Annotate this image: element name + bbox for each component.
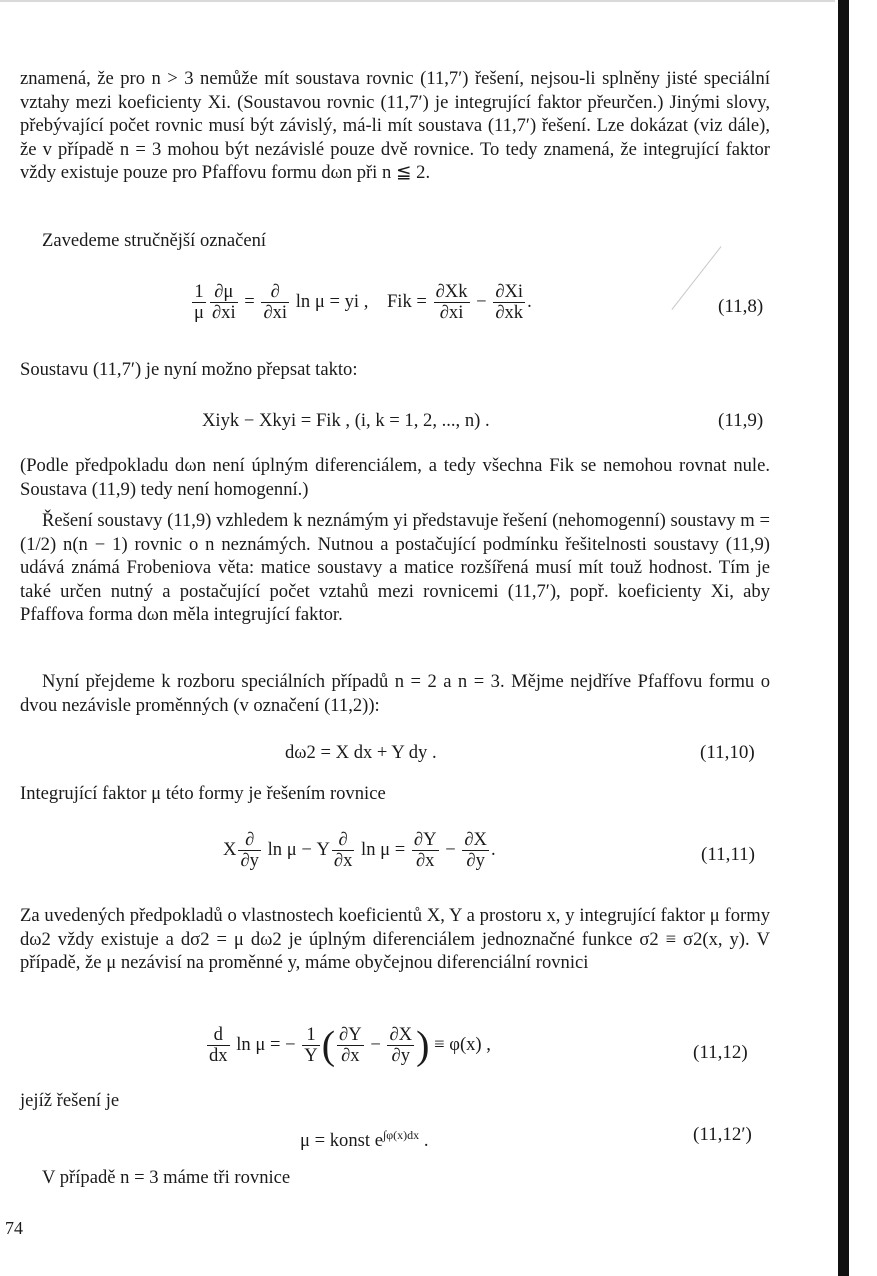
ln-mu-eq: ln μ = xyxy=(361,838,406,860)
paragraph-6: Nyní přejdeme k rozboru speciálních případů n = 2 a n = 3. Mějme nejdříve Pfaffovu formu o dvou nezávisle proměnných (v označení (11,2)): xyxy=(20,671,770,716)
equation-label-11-12-prime: (11,12′) xyxy=(693,1124,752,1145)
right-paren: ) xyxy=(416,1022,430,1068)
frac-d-dx: $\frac{\partial}{\partial x}$ xyxy=(333,829,353,871)
X-coef: X xyxy=(223,838,237,860)
page-number: 74 xyxy=(5,1218,23,1238)
eq-sign: = xyxy=(244,290,255,312)
equation-label-11-12: (11,12) xyxy=(693,1042,748,1063)
paragraph-2: Zavedeme stručnější označení xyxy=(42,230,267,251)
frac-d-dy: $\frac{\partial}{\partial y}$ xyxy=(240,829,259,871)
frac-dX-dy: $\frac{\partial X}{\partial y}$ xyxy=(389,1024,413,1066)
ln-mu-minus-Y: ln μ − Y xyxy=(267,838,330,860)
frac-dXi-dxk: $\frac{\partial Xi}{\partial xk}$ xyxy=(495,281,524,323)
paragraph-7: Integrující faktor μ této formy je řešením rovnice xyxy=(20,783,386,804)
F-ik-label: Fik = xyxy=(386,290,427,312)
equation-11-9-body: Xiyk − Xkyi = Fik , (i, k = 1, 2, ..., n) . xyxy=(202,410,490,431)
end-dot: . xyxy=(423,1130,429,1152)
equation-label-11-8: (11,8) xyxy=(718,296,764,317)
frac-1-over-mu: $\frac{1}{\mu}$ xyxy=(194,281,204,323)
frac-d-dx: $\frac{d}{dx}$ xyxy=(209,1024,228,1066)
paragraph-3: Soustavu (11,7′) je nyní možno přepsat takto: xyxy=(20,359,358,380)
paragraph-10: V případě n = 3 máme tři rovnice xyxy=(42,1167,291,1188)
paragraph-9: jejíž řešení je xyxy=(20,1090,120,1111)
equation-label-11-10: (11,10) xyxy=(700,742,755,763)
paragraph-5: Řešení soustavy (11,9) vzhledem k neznámým yi představuje řešení (nehomogenní) soustavy m = (1/2) n(n − 1) rovnic o n neznámých. Nutnou a postačující podmínku řešitelnosti soustavy (11,9) udává známá Frobeniova věta: matice soustavy a matice rozšířená musí mít touž hodnost. Tím je také určen nutný a postačující počet vztahů mezi rovnicemi (11,7′), popř. koeficienty Xi, aby Pfaffova forma dωn měla integrující faktor. xyxy=(20,510,770,625)
equiv-phi: ≡ φ(x) , xyxy=(434,1033,491,1055)
mu-konst-e: μ = konst e xyxy=(300,1130,383,1152)
left-paren: ( xyxy=(321,1022,336,1068)
minus-sign: − xyxy=(476,290,487,312)
minus-sign: − xyxy=(445,838,456,860)
equation-11-10-body: dω2 = X dx + Y dy . xyxy=(285,742,437,763)
equation-11-8 xyxy=(0,282,835,332)
frac-dmu-dxi: $\frac{\partial\mu}{\partial xi}$ xyxy=(211,281,236,323)
minus-sign: − xyxy=(370,1033,381,1055)
paragraph-8: Za uvedených předpokladů o vlastnostech koeficientů X, Y a prostoru x, y integrující faktor μ formy dω2 vždy existuje a dσ2 = μ dω2 je úplným diferenciálem jednoznačné funkce σ2 ≡ σ2(x, y). V případě, že μ nezávisí na proměnné y, máme obyčejnou diferenciální rovnici xyxy=(20,905,770,973)
exponent: ∫φ(x)dx xyxy=(382,1128,420,1142)
end-dot: . xyxy=(490,838,496,860)
paragraph-1: znamená, že pro n > 3 nemůže mít soustava rovnic (11,7′) řešení, nejsou-li splněny jisté speciální vztahy mezi koeficienty Xi. (Soustavou rovnic (11,7′) je integrující faktor přeurčen.) Jinými slovy, přebývající počet rovnic musí být závislý, má-li mít soustava (11,7′) řešení. Lze dokázat (viz dále), že v případě n = 3 mohou být nezávislé pouze dvě rovnice. To tedy znamená, že integrující faktor vždy existuje pouze pro Pfaffovu formu dωn při n ≦ 2. xyxy=(20,68,770,183)
frac-dY-dx: $\frac{\partial Y}{\partial x}$ xyxy=(413,829,437,871)
frac-1-over-Y: $\frac{1}{Y}$ xyxy=(304,1024,318,1066)
frac-dX-dy: $\frac{\partial X}{\partial y}$ xyxy=(464,829,487,871)
paragraph-4: (Podle předpokladu dωn není úplným diferenciálem, a tedy všechna Fik se nemohou rovnat nule. Soustava (11,9) tedy není homogenní.) xyxy=(20,455,770,500)
end-dot: . xyxy=(527,290,532,312)
equation-label-11-11: (11,11) xyxy=(701,844,755,865)
equation-11-11 xyxy=(0,830,835,880)
frac-d-dxi: $\frac{\partial}{\partial xi}$ xyxy=(263,281,288,323)
ln-mu-eq-minus: ln μ = − xyxy=(236,1033,296,1055)
equation-11-12 xyxy=(0,1022,835,1081)
equation-label-11-9: (11,9) xyxy=(718,410,764,431)
frac-dXk-dxi: $\frac{\partial Xk}{\partial xi}$ xyxy=(435,281,468,323)
ln-mu-yi: ln μ = yi , xyxy=(295,290,369,312)
frac-dY-dx: $\frac{\partial Y}{\partial x}$ xyxy=(339,1024,362,1066)
scan-top-edge xyxy=(0,0,835,2)
scan-binding-edge xyxy=(838,0,849,1276)
